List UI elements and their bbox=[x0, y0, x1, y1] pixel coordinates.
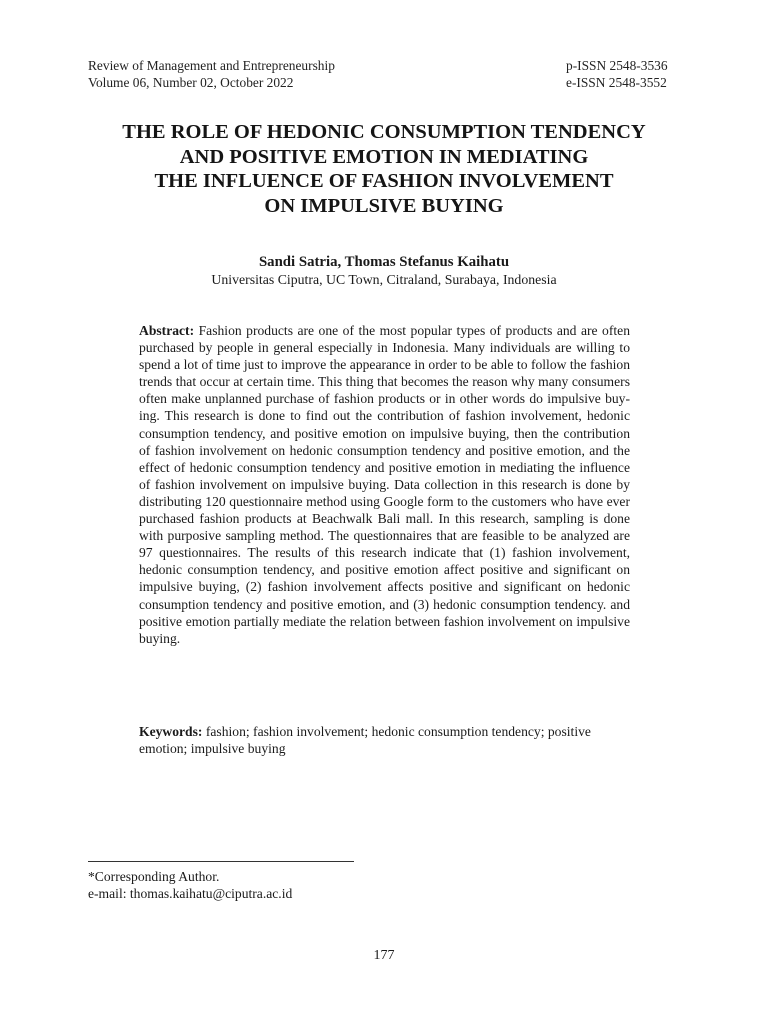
keywords-text: fashion; fashion involvement; hedonic consumption tendency; positive emotion; impulsive buying bbox=[139, 724, 591, 757]
footnote bbox=[88, 868, 292, 902]
keywords-label: Keywords bbox=[139, 724, 198, 739]
journal-name: Review of Management and Entrepreneurship bbox=[88, 58, 335, 73]
electronic-issn: e-ISSN 2548-3552 bbox=[566, 75, 667, 90]
title-line: THE ROLE OF HEDONIC CONSUMPTION TENDENCY bbox=[122, 121, 646, 143]
title-line: AND POSITIVE EMOTION IN MEDIATING bbox=[179, 145, 589, 168]
corresponding-email: e-mail: thomas.kaihatu@ciputra.ac.id bbox=[88, 886, 293, 901]
running-header-right bbox=[566, 57, 668, 91]
abstract-label: Abstract bbox=[139, 323, 190, 338]
print-issn: p-ISSN 2548-3536 bbox=[566, 58, 668, 73]
running-header-left bbox=[88, 57, 335, 91]
author-list: Sandi Satria, Thomas Stefanus Kaihatu bbox=[258, 254, 510, 270]
abstract-text: Fashion products are one of the most popular types of products and are often purchased by people in general especially in Indonesia. Many individuals are willing to spend a lot of time just to improve the appearance in order to be able to follow the fashion trends that occur at certain time. This thing that becomes the reason why many consumers often make unplanned purchase of fashion products or in other words do impulsive buying. This research is done to find out the contribution of fashion involvement, hedonic consumption tendency, and positive emotion on impulsive buying, then the contribution of fashion involvement on hedonic consumption tendency and positive emotion, and the effect of hedonic consumption tendency and positive emotion in mediating the influence of fashion involvement on impulsive buying. Data collection in this research is done by distributing 120 questionnaire method using Google form to the customers who have ever purchased fashion products at Beachwalk Bali mall. In this research, sampling is done with purposive sampling method. The questionnaires that are feasible to be analyzed are 97 questionnaires. The results of this research indicate that (1) fashion involvement, hedonic consumption tendency, and positive emotion affect positive and significant on impulsive buying, (2) fashion involvement affects positive and significant on hedonic consumption tendency and positive emotion, and (3) hedonic consumption tendency. and positive emotion partially mediate the relation between fashion involvement on impulsive buying. bbox=[139, 323, 630, 646]
page-number: 177 bbox=[373, 948, 395, 963]
title-line: ON IMPULSIVE BUYING bbox=[264, 194, 504, 217]
footnote-divider bbox=[88, 861, 354, 862]
paper-title bbox=[60, 120, 708, 218]
journal-volume: Volume 06, Number 02, October 2022 bbox=[88, 75, 294, 90]
corresponding-author-note: *Corresponding Author. bbox=[88, 869, 220, 884]
abstract: Abstract: Fashion products are one of the most popular types of products and are often purchased by people in general especially in Indonesia. Many individuals are willing to spend a lot of time just to improve the appearance in order to be able to follow the fashion trends that occur at certain time. This thing that becomes the reason why many consumers often make unplanned purchase of fashion products or in other words do impulsive buying. This research is done to find out the contribution of fashion involvement, hedonic consumption tendency, and positive emotion on impulsive buying, then the contribution of fashion involvement on hedonic consumption tendency and positive emotion, and the effect of hedonic consumption tendency and positive emotion in mediating the influence of fashion involvement on impulsive buying. Data collection in this research is done by distributing 120 questionnaire method using Google form to the customers who have ever purchased fashion products at Beachwalk Bali mall. In this research, sampling is done with purposive sampling method. The questionnaires that are feasible to be analyzed are 97 questionnaires. The results of this research indicate that (1) fashion involvement, hedonic consumption tendency, and positive emotion affect positive and significant on impulsive buying, (2) fashion involvement affects positive and significant on hedonic consumption tendency and positive emotion, and (3) hedonic consumption tendency. and positive emotion partially mediate the relation between fashion involvement on impulsive buying. bbox=[139, 323, 630, 646]
keywords: Keywords: fashion; fashion involvement; hedonic consumption tendency; positive emotion; impulsive buying bbox=[139, 724, 591, 757]
title-line: THE INFLUENCE OF FASHION INVOLVEMENT bbox=[154, 170, 614, 192]
author-affiliation: Universitas Ciputra, UC Town, Citraland, Surabaya, Indonesia bbox=[211, 272, 557, 287]
